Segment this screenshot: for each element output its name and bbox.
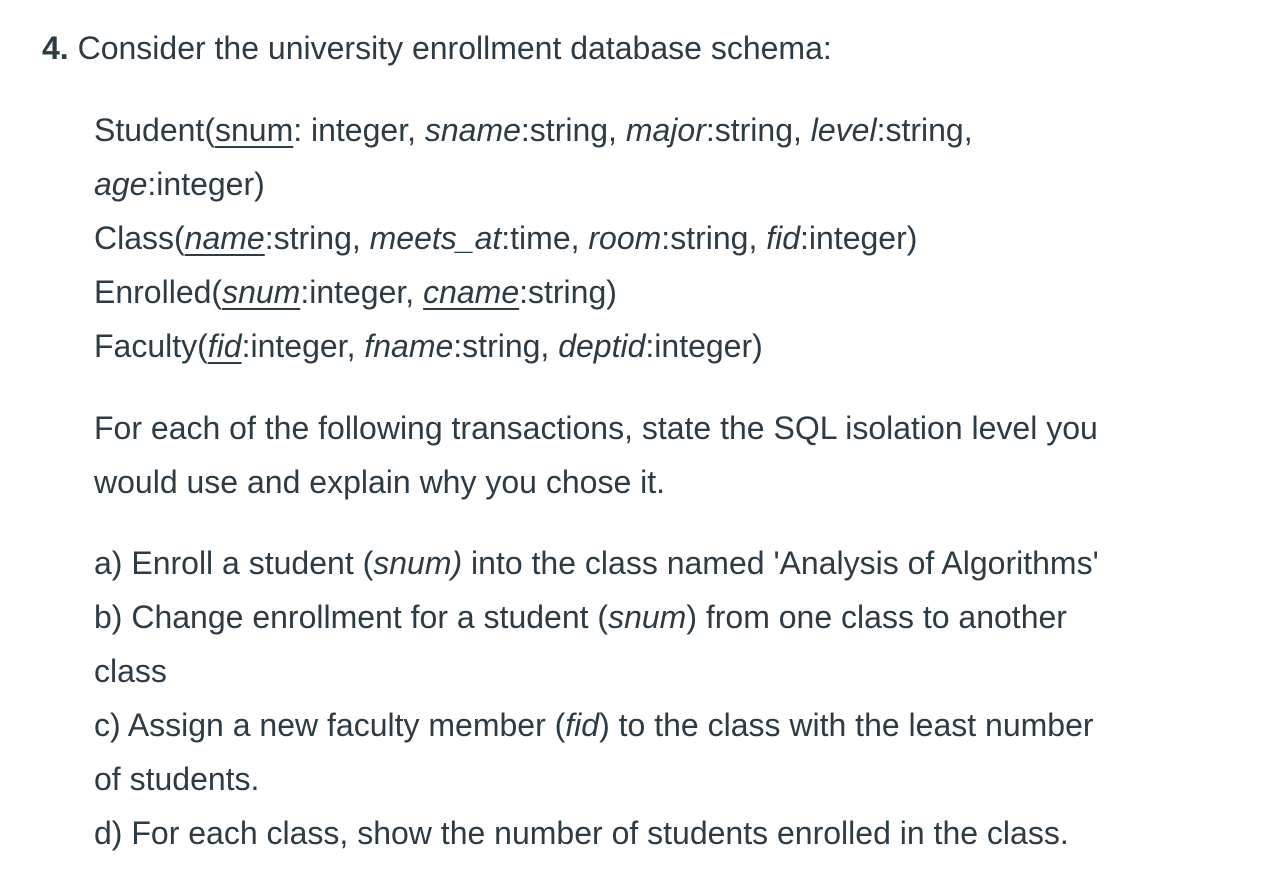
item-variable: fid: [565, 707, 600, 743]
prompt-line: For each of the following transactions, state the SQL isolation level you: [94, 410, 1098, 446]
item-text: c) Assign a new faculty member (: [94, 707, 566, 743]
schema-block: [94, 103, 1224, 373]
attribute: fname: [364, 328, 454, 364]
type-text: :integer): [645, 328, 763, 364]
type-text: : integer,: [293, 112, 425, 148]
list-item-d: d) For each class, show the number of students enrolled in the class.: [94, 815, 1069, 851]
primary-key: snum: [214, 112, 294, 148]
attribute: major: [625, 112, 706, 148]
list-item-a: [94, 536, 1224, 590]
question-heading-text: Consider the university enrollment database schema:: [68, 30, 832, 66]
type-text: :string,: [705, 112, 811, 148]
relation-name: Faculty(: [94, 328, 208, 364]
primary-key: snum: [222, 274, 301, 310]
prompt-line: would use and explain why you chose it.: [94, 464, 666, 500]
items-list: [94, 536, 1224, 860]
attribute: level: [810, 112, 877, 148]
item-text: into the class named 'Analysis of Algorithms': [462, 545, 1099, 581]
item-variable: snum: [608, 599, 687, 635]
schema-enrolled: [94, 265, 1224, 319]
relation-name: Student(: [94, 112, 215, 148]
item-text: a) Enroll a student (: [94, 545, 374, 581]
item-text: ) to the class with the least number: [599, 707, 1094, 743]
type-text: :integer,: [241, 328, 365, 364]
attribute: sname: [424, 112, 521, 148]
type-text: :string,: [264, 220, 370, 256]
primary-key: fid: [207, 328, 242, 364]
primary-key: name: [184, 220, 265, 256]
attribute: fid: [766, 220, 801, 256]
type-text: :string): [519, 274, 617, 310]
attribute: age: [94, 166, 148, 202]
schema-student: [94, 103, 1224, 157]
item-text: ) from one class to another: [686, 599, 1067, 635]
question-heading: [42, 0, 1262, 68]
relation-name: Enrolled(: [94, 274, 223, 310]
list-item-c-cont: of students.: [94, 761, 260, 797]
item-variable: snum): [373, 545, 463, 581]
question-number: 4.: [42, 30, 69, 66]
schema-student-cont: [94, 157, 1224, 211]
type-text: :time,: [501, 220, 589, 256]
type-text: :integer,: [300, 274, 424, 310]
type-text: :string,: [661, 220, 767, 256]
list-item-b-cont: class: [94, 653, 167, 689]
schema-faculty: [94, 319, 1224, 373]
type-text: :string,: [520, 112, 626, 148]
attribute: room: [588, 220, 662, 256]
type-text: :string,: [453, 328, 559, 364]
relation-name: Class(: [94, 220, 185, 256]
question-block: [42, 0, 1262, 68]
list-item-c: [94, 698, 1224, 752]
attribute: meets_at: [369, 220, 502, 256]
attribute: deptid: [558, 328, 646, 364]
schema-class: [94, 211, 1224, 265]
type-text: :string,: [876, 112, 973, 148]
primary-key: cname: [423, 274, 520, 310]
type-text: :integer): [147, 166, 265, 202]
prompt-block: [94, 401, 1224, 509]
list-item-b: [94, 590, 1224, 644]
type-text: :integer): [800, 220, 918, 256]
item-text: b) Change enrollment for a student (: [94, 599, 609, 635]
